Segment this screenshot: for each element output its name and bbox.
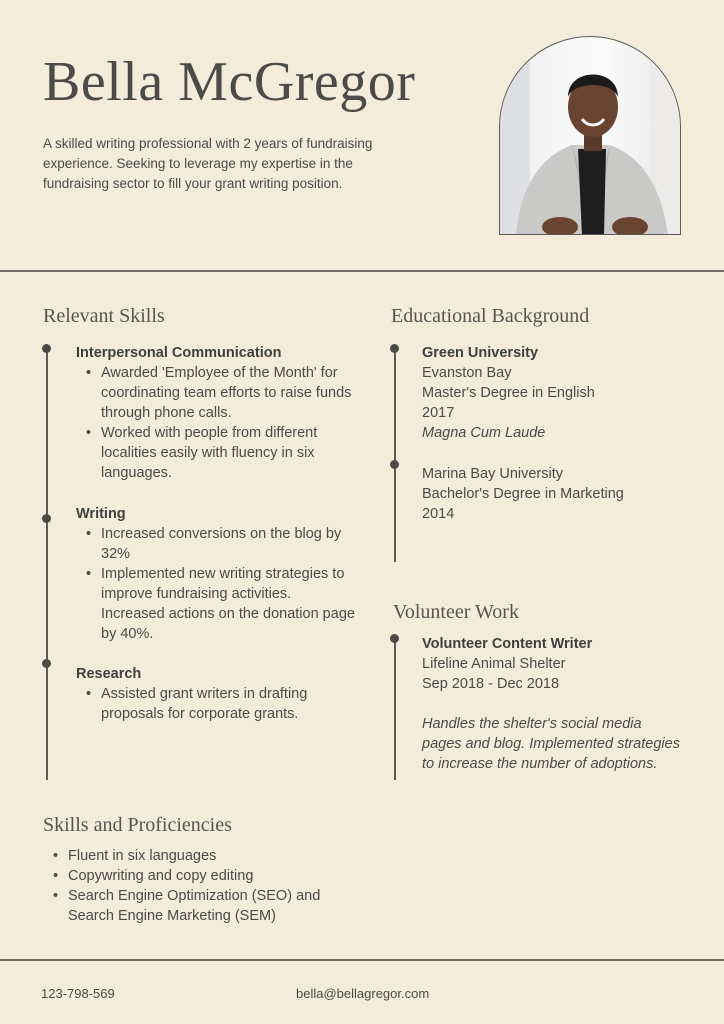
timeline-dot: [42, 514, 51, 523]
honor: Magna Cum Laude: [422, 425, 546, 441]
timeline-dot: [42, 344, 51, 353]
volunteer-description: Handles the shelter's social media pages and blog. Implemented strategies to increase the number of adoptions.: [422, 716, 680, 772]
education-entry: [422, 464, 712, 524]
section-title-volunteer: Volunteer Work: [393, 601, 519, 623]
skill-group-heading: Writing: [76, 506, 126, 522]
timeline-dot: [390, 634, 399, 643]
proficiency-item: • Search Engine Optimization (SEO) and Search Engine Marketing (SEM): [43, 886, 343, 926]
email-address: bella@bellagregor.com: [296, 986, 430, 1001]
timeline-dot: [390, 460, 399, 469]
graduation-year: 2017: [422, 405, 455, 421]
skill-item: • Worked with people from different localities easily with fluency in six languages.: [76, 423, 356, 483]
volunteer-entry: [422, 634, 682, 774]
skill-group-heading: Interpersonal Communication: [76, 345, 282, 361]
volunteer-organization: Lifeline Animal Shelter: [422, 656, 566, 672]
education-entry: [422, 343, 712, 443]
person-portrait-icon: [500, 37, 681, 235]
graduation-year: 2014: [422, 506, 455, 522]
skill-group-heading: Research: [76, 666, 142, 682]
school-name: Marina Bay University: [422, 466, 564, 482]
profile-summary: A skilled writing professional with 2 years of fundraising experience. Seeking to leverage my expertise in the fundraising sector to fill your grant writing position.: [43, 136, 373, 191]
timeline-dot: [42, 659, 51, 668]
footer-divider: [0, 959, 724, 961]
timeline-dot: [390, 344, 399, 353]
skill-group-research: [76, 664, 356, 724]
proficiency-list: [43, 846, 343, 926]
school-name: Green University: [422, 345, 539, 361]
proficiencies-block: [43, 846, 343, 926]
skill-item: • Awarded 'Employee of the Month' for coordinating team efforts to raise funds through phone calls.: [76, 363, 356, 423]
proficiency-item: • Fluent in six languages: [43, 846, 343, 866]
skill-item: • Increased conversions on the blog by 32%: [76, 524, 356, 564]
section-title-education: Educational Background: [391, 305, 590, 327]
skill-list: [76, 524, 356, 644]
section-title-proficiencies: Skills and Proficiencies: [43, 814, 232, 836]
degree: Bachelor's Degree in Marketing: [422, 486, 624, 502]
school-location: Evanston Bay: [422, 365, 512, 381]
section-title-relevant-skills: Relevant Skills: [43, 305, 165, 327]
resume-name: Bella McGregor: [43, 51, 416, 113]
profile-photo: [499, 36, 681, 235]
skill-list: [76, 363, 356, 483]
education-timeline: [394, 348, 396, 562]
volunteer-dates: Sep 2018 - Dec 2018: [422, 676, 560, 692]
skill-list: [76, 684, 356, 724]
skills-timeline: [46, 348, 48, 780]
skill-item: • Assisted grant writers in drafting proposals for corporate grants.: [76, 684, 356, 724]
volunteer-role: Volunteer Content Writer: [422, 636, 593, 652]
skill-group-writing: [76, 504, 356, 644]
proficiency-item: • Copywriting and copy editing: [43, 866, 343, 886]
degree: Master's Degree in English: [422, 385, 595, 401]
volunteer-timeline: [394, 638, 396, 780]
header-divider: [0, 270, 724, 272]
phone-number: 123-798-569: [41, 986, 115, 1001]
skill-item: • Implemented new writing strategies to improve fundraising activities. Increased actions on the donation page by 40%.: [76, 564, 356, 644]
skill-group-interpersonal: [76, 343, 356, 483]
